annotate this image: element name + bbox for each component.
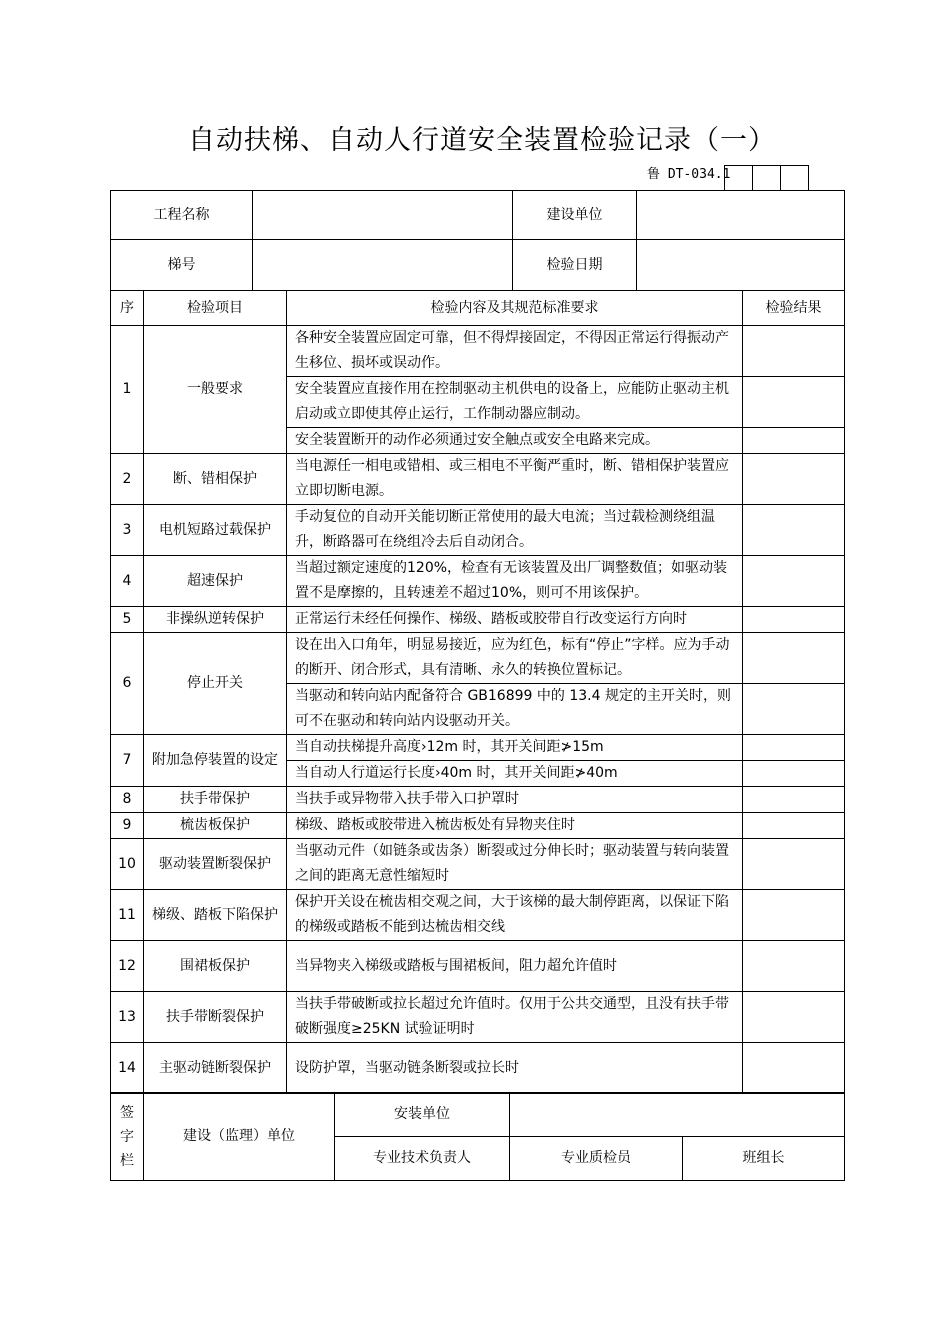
construction-unit-label: 建设单位	[513, 191, 637, 240]
row-seq: 14	[111, 1043, 144, 1094]
inspection-date-label: 检验日期	[513, 240, 637, 291]
row-content: 当自动人行道运行长度›40m 时，其开关间距≯40m	[287, 761, 743, 787]
col-header-result: 检验结果	[743, 291, 845, 326]
row-item: 停止开关	[144, 633, 287, 735]
row-seq: 3	[111, 505, 144, 556]
row-item: 断、错相保护	[144, 454, 287, 505]
construction-supervision-label: 建设（监理）单位	[144, 1093, 335, 1181]
row-item: 围裙板保护	[144, 941, 287, 992]
row-content: 设防护罩，当驱动链条断裂或拉长时	[287, 1043, 743, 1094]
row-seq: 2	[111, 454, 144, 505]
row-seq: 7	[111, 735, 144, 787]
row-content: 各种安全装置应固定可靠，但不得焊接固定，不得因正常运行得振动产生移位、损坏或误动作。	[287, 326, 743, 377]
row-item: 非操纵逆转保护	[144, 607, 287, 633]
construction-unit-field[interactable]	[637, 191, 845, 240]
result-cell[interactable]	[743, 377, 845, 428]
code-box	[752, 165, 781, 190]
row-content: 安全装置断开的动作必须通过安全触点或安全电路来完成。	[287, 428, 743, 454]
row-content: 梯级、踏板或胶带进入梳齿板处有异物夹住时	[287, 813, 743, 839]
result-cell[interactable]	[743, 607, 845, 633]
col-header-seq: 序	[111, 291, 144, 326]
result-cell[interactable]	[743, 992, 845, 1043]
result-cell[interactable]	[743, 326, 845, 377]
result-cell[interactable]	[743, 684, 845, 735]
row-content: 当自动扶梯提升高度›12m 时，其开关间距≯15m	[287, 735, 743, 761]
result-cell[interactable]	[743, 941, 845, 992]
row-item: 一般要求	[144, 326, 287, 454]
result-cell[interactable]	[743, 890, 845, 941]
row-item: 梯级、踏板下陷保护	[144, 890, 287, 941]
row-seq: 4	[111, 556, 144, 607]
code-box	[780, 165, 809, 190]
row-item: 主驱动链断裂保护	[144, 1043, 287, 1094]
inspection-table	[110, 290, 845, 1094]
row-item: 梳齿板保护	[144, 813, 287, 839]
row-seq: 8	[111, 787, 144, 813]
row-content: 当驱动和转向站内配备符合 GB16899 中的 13.4 规定的主开关时，则可不在驱动和转向站内设驱动开关。	[287, 684, 743, 735]
col-header-content: 检验内容及其规范标准要求	[287, 291, 743, 326]
installation-unit-field[interactable]	[510, 1093, 845, 1137]
row-seq: 1	[111, 326, 144, 454]
quality-inspector-label: 专业质检员	[510, 1137, 683, 1181]
row-content: 手动复位的自动开关能切断正常使用的最大电流；当过载检测绕组温升，断路器可在绕组冷去后自动闭合。	[287, 505, 743, 556]
signature-table	[110, 1092, 845, 1181]
result-cell[interactable]	[743, 454, 845, 505]
elevator-no-label: 梯号	[111, 240, 253, 291]
row-seq: 10	[111, 839, 144, 890]
result-cell[interactable]	[743, 1043, 845, 1094]
row-item: 驱动装置断裂保护	[144, 839, 287, 890]
installation-unit-label: 安装单位	[335, 1093, 510, 1137]
row-content: 设在出入口角年，明显易接近，应为红色，标有“停止”字样。应为手动的断开、闭合形式，具有清晰、永久的转换位置标记。	[287, 633, 743, 684]
tech-lead-label: 专业技术负责人	[335, 1137, 510, 1181]
row-item: 附加急停装置的设定	[144, 735, 287, 787]
row-content: 当超过额定速度的120%，检查有无该装置及出厂调整数值；如驱动装置不是摩擦的，且转速差不超过10%，则可不用该保护。	[287, 556, 743, 607]
row-content: 当异物夹入梯级或踏板与围裙板间，阻力超允许值时	[287, 941, 743, 992]
signature-section-label: 签字栏	[111, 1093, 144, 1181]
result-cell[interactable]	[743, 505, 845, 556]
page-title: 自动扶梯、自动人行道安全装置检验记录（一）	[188, 125, 776, 156]
project-name-field[interactable]	[253, 191, 513, 240]
row-seq: 6	[111, 633, 144, 735]
result-cell[interactable]	[743, 813, 845, 839]
row-seq: 13	[111, 992, 144, 1043]
result-cell[interactable]	[743, 428, 845, 454]
row-item: 扶手带断裂保护	[144, 992, 287, 1043]
row-content: 保护开关设在梳齿相交观之间，大于该梯的最大制停距离，以保证下陷的梯级或踏板不能到达梳齿相交线	[287, 890, 743, 941]
row-content: 当电源任一相电或错相、或三相电不平衡严重时，断、错相保护装置应立即切断电源。	[287, 454, 743, 505]
header-table	[110, 190, 845, 291]
team-leader-label: 班组长	[683, 1137, 845, 1181]
col-header-item: 检验项目	[144, 291, 287, 326]
project-name-label: 工程名称	[111, 191, 253, 240]
row-seq: 12	[111, 941, 144, 992]
row-content: 当扶手带破断或拉长超过允许值时。仅用于公共交通型，且没有扶手带破断强度≥25KN 试验证明时	[287, 992, 743, 1043]
form-code: 鲁 DT-034.1	[647, 167, 731, 182]
result-cell[interactable]	[743, 787, 845, 813]
row-content: 安全装置应直接作用在控制驱动主机供电的设备上，应能防止驱动主机启动或立即使其停止运行，工作制动器应制动。	[287, 377, 743, 428]
code-box	[724, 165, 753, 190]
result-cell[interactable]	[743, 761, 845, 787]
row-item: 电机短路过载保护	[144, 505, 287, 556]
row-item: 超速保护	[144, 556, 287, 607]
result-cell[interactable]	[743, 633, 845, 684]
row-content: 当扶手或异物带入扶手带入口护罩时	[287, 787, 743, 813]
row-seq: 9	[111, 813, 144, 839]
row-seq: 5	[111, 607, 144, 633]
row-item: 扶手带保护	[144, 787, 287, 813]
row-seq: 11	[111, 890, 144, 941]
row-content: 当驱动元件（如链条或齿条）断裂或过分伸长时；驱动装置与转向装置之间的距离无意性缩短时	[287, 839, 743, 890]
result-cell[interactable]	[743, 556, 845, 607]
row-content: 正常运行未经任何操作、梯级、踏板或胶带自行改变运行方向时	[287, 607, 743, 633]
elevator-no-field[interactable]	[253, 240, 513, 291]
inspection-date-field[interactable]	[637, 240, 845, 291]
result-cell[interactable]	[743, 735, 845, 761]
result-cell[interactable]	[743, 839, 845, 890]
